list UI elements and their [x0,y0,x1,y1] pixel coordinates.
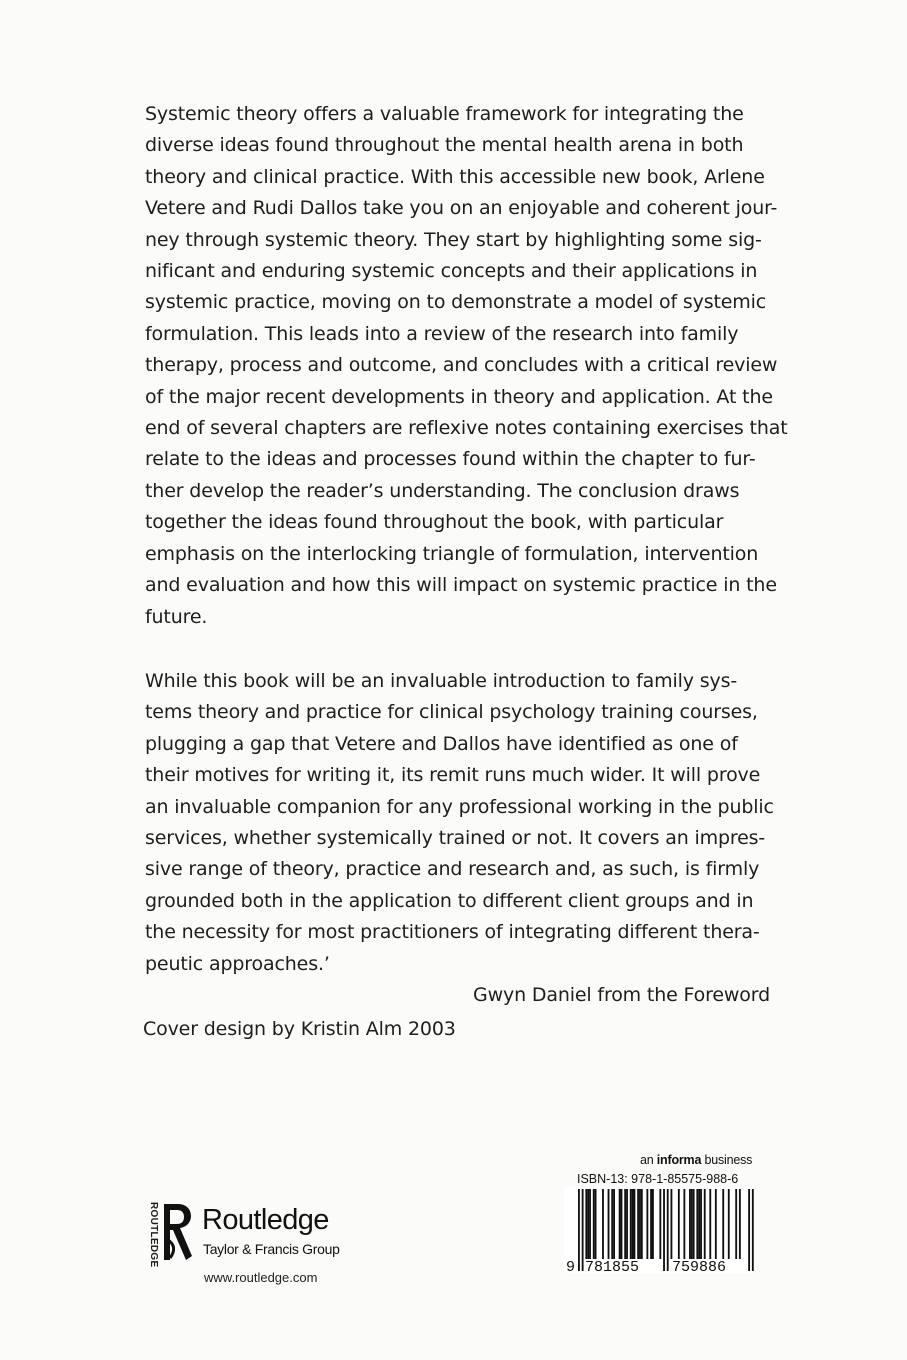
barcode-bar [624,1189,626,1259]
barcode-bar [691,1189,693,1259]
barcode-bar [578,1189,580,1271]
barcode-bar [646,1189,648,1259]
paragraph-2-line: the necessity for most practitioners of integrating different thera- [145,921,760,944]
barcode-bar [634,1189,636,1259]
barcode-bar [587,1189,589,1259]
barcode-bar [735,1189,737,1259]
publisher-group: Taylor & Francis Group [203,1241,340,1257]
barcode-bar [632,1189,634,1259]
paragraph-1-line: end of several chapters are reflexive notes containing exercises that [145,417,788,440]
barcode-bar [659,1189,661,1259]
paragraph-1-line: therapy, process and outcome, and concludes with a critical review [145,354,778,377]
barcode-bar [602,1189,604,1259]
paragraph-2-line: peutic approaches.’ [145,952,330,975]
paragraph-1-line: ney through systemic theory. They start by highlighting some sig- [145,228,762,251]
barcode-bar [689,1189,691,1259]
paragraph-1-line: relate to the ideas and processes found within the chapter to fur- [145,448,756,471]
paragraph-2-line: tems theory and practice for clinical psychology training courses, [145,701,758,724]
barcode-bar [715,1189,717,1259]
barcode-bar [698,1189,700,1259]
barcode-bar [671,1189,673,1259]
informa-tagline [640,1153,752,1167]
informa-brand: informa [656,1153,702,1167]
paragraph-1-line: of the major recent developments in theory and application. At the [145,385,773,408]
paragraph-1-line: ther develop the reader’s understanding. The conclusion draws [145,479,740,502]
barcode-digits-right: 759886 [672,1259,727,1273]
blurb-paragraph-2 [145,666,785,980]
barcode-bar [667,1189,669,1271]
paragraph-1-line: nificant and enduring systemic concepts and their applications in [145,260,758,283]
paragraph-1-line: formulation. This leads into a review of the research into family [145,322,739,345]
barcode-bar [613,1189,615,1259]
publisher-website: www.routledge.com [204,1270,318,1285]
barcode-bar [704,1189,706,1259]
barcode-bar [611,1189,613,1259]
barcode-bar [752,1189,754,1271]
isbn-barcode [564,1187,754,1273]
barcode-bar [683,1189,685,1259]
paragraph-1-line: and evaluation and how this will impact on systemic practice in the [145,574,777,597]
barcode-bar [589,1189,591,1259]
barcode-bar [696,1189,698,1259]
paragraph-1-line: Systemic theory offers a valuable framework for integrating the [145,103,744,125]
paragraph-2-line: plugging a gap that Vetere and Dallos have identified as one of [145,732,738,755]
barcode-bar [709,1189,711,1259]
barcode-bar [641,1189,643,1259]
paragraph-1-line: future. [145,605,208,628]
barcode-bar [626,1189,628,1259]
paragraph-1-line: systemic practice, moving on to demonstrate a model of systemic [145,291,767,314]
barcode-bar [639,1189,641,1259]
paragraph-1-line: together the ideas found throughout the book, with particular [145,511,724,534]
routledge-r-icon [146,1200,194,1268]
barcode-bar [663,1189,665,1271]
barcode-bar [650,1189,652,1259]
informa-suffix: business [701,1153,753,1167]
paragraph-1-line: theory and clinical practice. With this accessible new book, Arlene [145,165,765,188]
barcode-bar [582,1189,584,1271]
cover-design-credit: Cover design by Kristin Alm 2003 [143,1018,456,1040]
barcode-bar [693,1189,695,1259]
barcode-bar [637,1189,639,1259]
paragraph-2-line: While this book will be an invaluable introduction to family sys- [145,670,738,692]
isbn-label: ISBN-13: 978-1-85575-988-6 [577,1172,739,1186]
paragraph-2-line: an invaluable companion for any professional working in the public [145,795,774,818]
logo-vertical-label: ROUTLEDGE [148,1202,159,1268]
barcode-bar [585,1189,587,1259]
barcode-bar [619,1189,621,1259]
paragraph-2-line: services, whether systemically trained or not. It covers an impres- [145,827,766,850]
barcode-bar [630,1189,632,1259]
barcode-bar [722,1189,724,1259]
barcode-bar [652,1189,654,1259]
barcode-bars [564,1187,754,1273]
paragraph-2-line: grounded both in the application to different client groups and in [145,889,754,912]
barcode-bar [608,1189,610,1259]
barcode-bar [678,1189,680,1259]
barcode-bar [700,1189,702,1259]
barcode-bar [621,1189,623,1259]
routledge-logo [146,1200,376,1268]
paragraph-2-line: sive range of theory, practice and research and, as such, is firmly [145,858,760,881]
barcode-bar [748,1189,750,1271]
barcode-bar [728,1189,730,1259]
paragraph-1-line: emphasis on the interlocking triangle of formulation, intervention [145,542,759,565]
barcode-bar [595,1189,597,1259]
informa-prefix: an [640,1153,657,1167]
paragraph-1-line: Vetere and Rudi Dallos take you on an enjoyable and coherent jour- [145,197,778,220]
paragraph-1-line: diverse ideas found throughout the mental health arena in both [145,134,744,157]
paragraph-2-line: their motives for writing it, its remit runs much wider. It will prove [145,764,761,787]
barcode-bar [739,1189,741,1259]
quote-attribution: Gwyn Daniel from the Foreword [473,984,770,1006]
barcode-digits-left: 781855 [585,1259,640,1273]
barcode-digit-first: 9 [566,1259,576,1273]
barcode-bar [593,1189,595,1259]
publisher-name: Routledge [202,1204,329,1236]
blurb-paragraph-1 [145,99,788,633]
